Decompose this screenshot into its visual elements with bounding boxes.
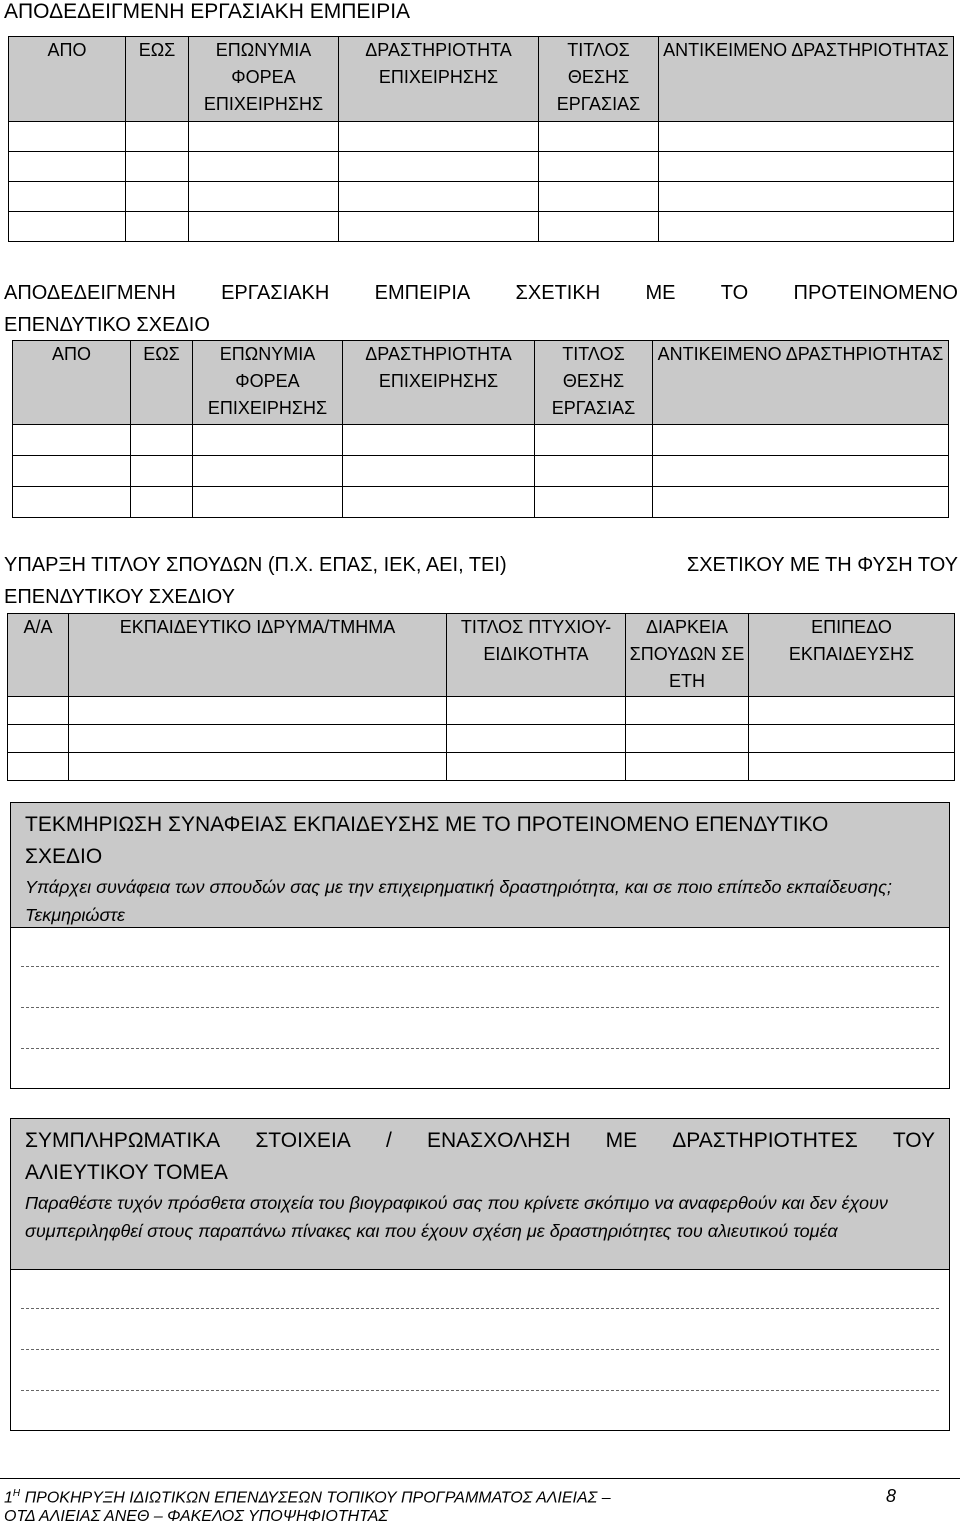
table-row [9, 122, 954, 152]
box-title-line: ΤΕΚΜΗΡΙΩΣΗ ΣΥΝΑΦΕΙΑΣ ΕΚΠΑΙΔΕΥΣΗΣ ΜΕ ΤΟ ΠΡΟΤΕΙΝΟΜΕΝΟ ΕΠΕΝΔΥΤΙΚΟ [25, 813, 829, 836]
section3-title-line2: ΕΠΕΝΔΥΤΙΚΟΥ ΣΧΕΔΙΟΥ [4, 586, 235, 608]
answer-line [21, 1048, 939, 1049]
table-header-row [13, 341, 949, 425]
title-word: ΕΡΓΑΣΙΑΚΗ [221, 282, 330, 304]
cell-input[interactable] [189, 212, 339, 242]
cell-input[interactable] [626, 697, 749, 725]
education-relevance-answer[interactable] [10, 927, 950, 1089]
title-word: ΤΟ [720, 282, 749, 304]
title-word: ΑΠΟΔΕΔΕΙΓΜΕΝΗ [4, 282, 176, 304]
cell-input[interactable] [749, 725, 955, 753]
box-title-line: ΣΧΕΔΙΟ [25, 845, 103, 868]
cell-input[interactable] [343, 425, 535, 456]
cell-input[interactable] [13, 487, 131, 518]
title-word: ΜΕ [605, 1129, 638, 1152]
section3-title [4, 550, 958, 581]
title-word: ΜΕ [645, 282, 676, 304]
cell-input[interactable] [447, 753, 626, 781]
box-title-line [25, 1125, 935, 1157]
cell-input[interactable] [539, 182, 659, 212]
footer-rule [0, 1478, 960, 1479]
cell-input[interactable] [13, 456, 131, 487]
answer-line [21, 966, 939, 967]
col-header-company: ΕΠΩΝΥΜΙΑ ΦΟΡΕΑ ΕΠΙΧΕΙΡΗΣΗΣ [189, 37, 339, 122]
col-header-job-title: ΤΙΤΛΟΣ ΘΕΣΗΣ ΕΡΓΑΣΙΑΣ [535, 341, 653, 425]
box-title-line: ΑΛΙΕΥΤΙΚΟΥ ΤΟΜΕΑ [25, 1161, 228, 1184]
cell-input[interactable] [9, 212, 126, 242]
table-row [9, 182, 954, 212]
cell-input[interactable] [193, 425, 343, 456]
answer-line [21, 1349, 939, 1350]
cell-input[interactable] [339, 182, 539, 212]
title-word: ΣΥΜΠΛΗΡΩΜΑΤΙΚΑ [25, 1129, 221, 1152]
supplementary-info-header [10, 1118, 950, 1270]
cell-input[interactable] [539, 212, 659, 242]
col-header-from: ΑΠΟ [13, 341, 131, 425]
cell-input[interactable] [343, 487, 535, 518]
cell-input[interactable] [189, 152, 339, 182]
cell-input[interactable] [339, 122, 539, 152]
title-word: ΣΤΟΙΧΕΙΑ [255, 1129, 351, 1152]
col-header-institution: ΕΚΠΑΙΔΕΥΤΙΚΟ ΙΔΡΥΜΑ/ΤΜΗΜΑ [69, 614, 447, 697]
cell-input[interactable] [131, 456, 193, 487]
col-header-job-title: ΤΙΤΛΟΣ ΘΕΣΗΣ ΕΡΓΑΣΙΑΣ [539, 37, 659, 122]
col-header-object: ΑΝΤΙΚΕΙΜΕΝΟ ΔΡΑΣΤΗΡΙΟΤΗΤΑΣ [659, 37, 954, 122]
footer-ordinal-sup: Η [12, 1488, 21, 1499]
title-word: / [385, 1129, 392, 1152]
box-title [11, 1119, 949, 1189]
section2-title-line2: ΕΠΕΝΔΥΤΙΚΟ ΣΧΕΔΙΟ [4, 314, 210, 336]
title-word: ΕΝΑΣΧΟΛΗΣΗ [426, 1129, 571, 1152]
col-header-from: ΑΠΟ [9, 37, 126, 122]
table-row [8, 725, 955, 753]
title-word: ΠΡΟΤΕΙΝΟΜΕΝΟ [793, 282, 958, 304]
supplementary-info-answer[interactable] [10, 1269, 950, 1431]
title-word: ΣΧΕΤΙΚΗ [515, 282, 601, 304]
col-header-activity: ΔΡΑΣΤΗΡΙΟΤΗΤΑ ΕΠΙΧΕΙΡΗΣΗΣ [339, 37, 539, 122]
cell-input[interactable] [539, 152, 659, 182]
title-part: ΥΠΑΡΞΗ ΤΙΤΛΟΥ ΣΠΟΥΔΩΝ (Π.Χ. ΕΠΑΣ, ΙΕΚ, ΑΕΙ, ΤΕΙ) [4, 554, 507, 576]
cell-input[interactable] [8, 725, 69, 753]
cell-input[interactable] [189, 122, 339, 152]
education-relevance-header [10, 802, 950, 928]
title-word: ΤΟΥ [892, 1129, 935, 1152]
cell-input[interactable] [535, 487, 653, 518]
cell-input[interactable] [626, 753, 749, 781]
section2-title [4, 278, 958, 309]
page-number: 8 [886, 1486, 897, 1506]
education-table [7, 613, 955, 781]
cell-input[interactable] [539, 122, 659, 152]
table-row [13, 487, 949, 518]
col-header-object: ΑΝΤΙΚΕΙΜΕΝΟ ΔΡΑΣΤΗΡΙΟΤΗΤΑΣ [653, 341, 949, 425]
work-experience-table [8, 36, 954, 242]
cell-input[interactable] [69, 697, 447, 725]
col-header-duration: ΔΙΑΡΚΕΙΑ ΣΠΟΥΔΩΝ ΣΕ ΕΤΗ [626, 614, 749, 697]
footer-text: ΠΡΟΚΗΡΥΞΗ ΙΔΙΩΤΙΚΩΝ ΕΠΕΝΔΥΣΕΩΝ ΤΟΠΙΚΟΥ ΠΡΟΓΡΑΜΜΑΤΟΣ ΑΛΙΕΙΑΣ – [20, 1489, 611, 1507]
cell-input[interactable] [9, 182, 126, 212]
cell-input[interactable] [13, 425, 131, 456]
section1-title: ΑΠΟΔΕΔΕΙΓΜΕΝΗ ΕΡΓΑΣΙΑΚΗ ΕΜΠΕΙΡΙΑ [4, 0, 411, 23]
table-row [8, 753, 955, 781]
cell-input[interactable] [69, 753, 447, 781]
cell-input[interactable] [126, 182, 189, 212]
table-row [8, 697, 955, 725]
cell-input[interactable] [653, 456, 949, 487]
cell-input[interactable] [193, 487, 343, 518]
cell-input[interactable] [193, 456, 343, 487]
col-header-to: ΕΩΣ [126, 37, 189, 122]
cell-input[interactable] [535, 456, 653, 487]
cell-input[interactable] [535, 425, 653, 456]
col-header-to: ΕΩΣ [131, 341, 193, 425]
cell-input[interactable] [447, 697, 626, 725]
table-row [9, 212, 954, 242]
cell-input[interactable] [9, 152, 126, 182]
cell-input[interactable] [131, 425, 193, 456]
cell-input[interactable] [749, 753, 955, 781]
cell-input[interactable] [126, 122, 189, 152]
cell-input[interactable] [9, 122, 126, 152]
cell-input[interactable] [653, 425, 949, 456]
cell-input[interactable] [69, 725, 447, 753]
cell-input[interactable] [749, 697, 955, 725]
table-header-row [8, 614, 955, 697]
footer-ordinal: 1 [4, 1489, 13, 1507]
cell-input[interactable] [8, 753, 69, 781]
title-part: ΣΧΕΤΙΚΟΥ ΜΕ ΤΗ ΦΥΣΗ ΤΟΥ [686, 554, 958, 576]
cell-input[interactable] [8, 697, 69, 725]
box-instructions: Υπάρχει συνάφεια των σπουδών σας με την επιχειρηματική δραστηριότητα, και σε ποιο επίπεδο εκπαίδευσης; Τεκμηριώστε [25, 877, 892, 925]
cell-input[interactable] [339, 152, 539, 182]
cell-input[interactable] [653, 487, 949, 518]
cell-input[interactable] [659, 182, 954, 212]
title-word: ΔΡΑΣΤΗΡΙΟΤΗΤΕΣ [672, 1129, 858, 1152]
answer-line [21, 1007, 939, 1008]
table-row [13, 425, 949, 456]
col-header-index: Α/Α [8, 614, 69, 697]
cell-input[interactable] [343, 456, 535, 487]
table-row [9, 152, 954, 182]
cell-input[interactable] [189, 182, 339, 212]
col-header-company: ΕΠΩΝΥΜΙΑ ΦΟΡΕΑ ΕΠΙΧΕΙΡΗΣΗΣ [193, 341, 343, 425]
cell-input[interactable] [131, 487, 193, 518]
box-title [11, 803, 949, 873]
cell-input[interactable] [126, 152, 189, 182]
cell-input[interactable] [659, 152, 954, 182]
answer-line [21, 1390, 939, 1391]
col-header-activity: ΔΡΑΣΤΗΡΙΟΤΗΤΑ ΕΠΙΧΕΙΡΗΣΗΣ [343, 341, 535, 425]
footer-line2: ΟΤΔ ΑΛΙΕΙΑΣ ΑΝΕΘ – ΦΑΚΕΛΟΣ ΥΠΟΨΗΦΙΟΤΗΤΑΣ [4, 1508, 389, 1525]
table-header-row [9, 37, 954, 122]
cell-input[interactable] [126, 212, 189, 242]
cell-input[interactable] [659, 212, 954, 242]
col-header-level: ΕΠΙΠΕΔΟ ΕΚΠΑΙΔΕΥΣΗΣ [749, 614, 955, 697]
relevant-experience-table [12, 340, 949, 518]
cell-input[interactable] [626, 725, 749, 753]
title-word: ΕΜΠΕΙΡΙΑ [374, 282, 471, 304]
cell-input[interactable] [659, 122, 954, 152]
box-instructions: Παραθέστε τυχόν πρόσθετα στοιχεία του βιογραφικού σας που κρίνετε σκόπιμο να αναφερθούν και δεν έχουν συμπεριληφθεί στους παραπάνω πίνακες και που έχουν σχέση με δραστηριότητες του αλιευτικού τομέα [25, 1193, 888, 1241]
answer-line [21, 1308, 939, 1309]
col-header-degree: ΤΙΤΛΟΣ ΠΤΥΧΙΟΥ-ΕΙΔΙΚΟΤΗΤΑ [447, 614, 626, 697]
cell-input[interactable] [447, 725, 626, 753]
cell-input[interactable] [339, 212, 539, 242]
table-row [13, 456, 949, 487]
